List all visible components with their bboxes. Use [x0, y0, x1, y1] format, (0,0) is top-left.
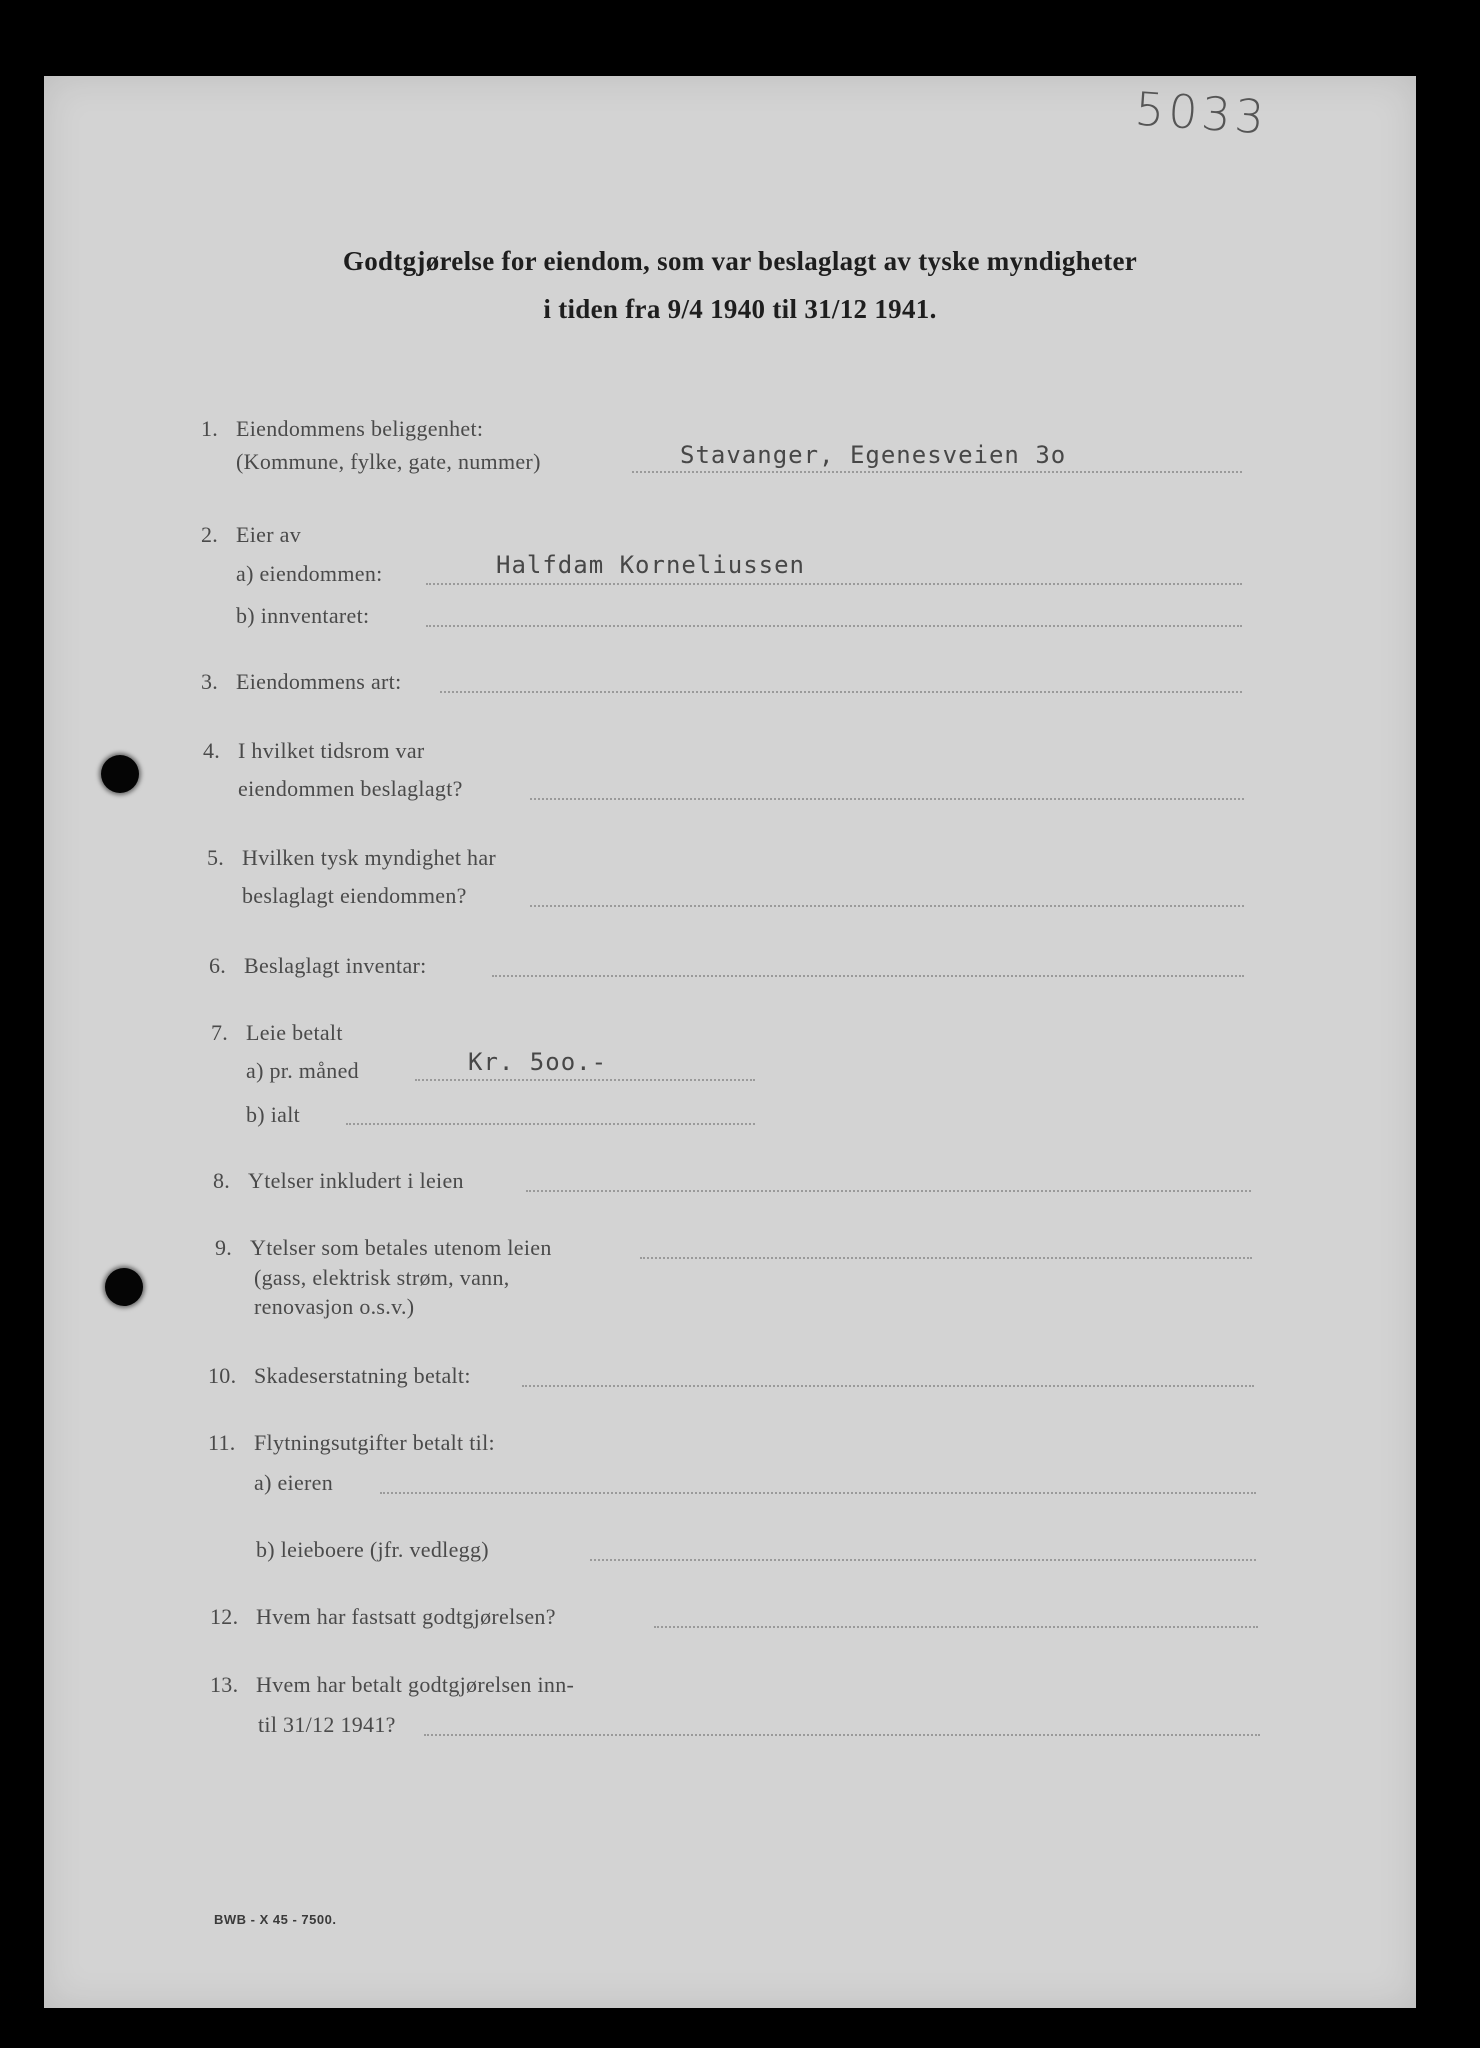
item-9-sublabel-2: renovasjon o.s.v.): [254, 1294, 415, 1319]
item-13-label: Hvem har betalt godtgjørelsen inn-: [256, 1672, 575, 1697]
punch-hole-lower: [105, 1268, 143, 1306]
item-7-number: 7.: [211, 1020, 229, 1045]
item-2-number: 2.: [201, 522, 219, 547]
item-9-answer-line: [640, 1257, 1252, 1259]
item-11b-answer-line: [590, 1559, 1256, 1561]
item-13-sublabel: til 31/12 1941?: [258, 1712, 396, 1737]
item-9-sublabel-1: (gass, elektrisk strøm, vann,: [254, 1265, 510, 1290]
item-6-answer-line: [492, 975, 1244, 977]
item-10-label: Skadeserstatning betalt:: [254, 1363, 471, 1388]
item-11-label: Flytningsutgifter betalt til:: [254, 1430, 495, 1455]
item-5-number: 5.: [207, 845, 225, 870]
item-3-number: 3.: [201, 669, 219, 694]
item-1-number: 1.: [201, 416, 219, 441]
item-8-label: Ytelser inkludert i leien: [248, 1168, 464, 1193]
item-5-sublabel: beslaglagt eiendommen?: [242, 883, 467, 908]
punch-hole-upper: [101, 755, 139, 793]
item-1-answer: Stavanger, Egenesveien 3o: [680, 441, 1067, 469]
item-7-label: Leie betalt: [246, 1020, 343, 1045]
item-2a-answer-line: [426, 583, 1242, 585]
item-4-number: 4.: [203, 738, 221, 763]
item-11-number: 11.: [208, 1430, 236, 1455]
item-2a-answer: Halfdam Korneliussen: [496, 551, 805, 579]
item-8-number: 8.: [213, 1168, 231, 1193]
item-7a-answer: Kr. 5oo.-: [468, 1048, 608, 1076]
item-6-label: Beslaglagt inventar:: [244, 953, 427, 978]
item-12-number: 12.: [210, 1604, 239, 1629]
item-5-label: Hvilken tysk myndighet har: [242, 845, 497, 870]
item-13-answer-line: [424, 1734, 1260, 1736]
archive-number: 5033: [1133, 81, 1270, 145]
item-8-answer-line: [526, 1190, 1251, 1192]
item-11a-label: a) eieren: [254, 1470, 334, 1495]
item-12-answer-line: [654, 1626, 1258, 1628]
form-title-line2: i tiden fra 9/4 1940 til 31/12 1941.: [543, 294, 937, 324]
item-11b-label: b) leieboere (jfr. vedlegg): [256, 1537, 489, 1562]
item-11a-answer-line: [380, 1492, 1256, 1494]
item-10-number: 10.: [208, 1363, 237, 1388]
item-7b-answer-line: [346, 1123, 755, 1125]
item-1-answer-line: [632, 471, 1242, 473]
item-4-label: I hvilket tidsrom var: [238, 738, 425, 763]
item-7a-answer-line: [415, 1079, 755, 1081]
form-title-line1: Godtgjørelse for eiendom, som var beslaglagt av tyske myndigheter: [342, 246, 1138, 276]
item-7a-label: a) pr. måned: [246, 1058, 359, 1083]
item-2a-label: a) eiendommen:: [236, 561, 383, 586]
item-2-label: Eier av: [236, 522, 302, 547]
item-9-label: Ytelser som betales utenom leien: [250, 1235, 552, 1260]
item-2b-answer-line: [426, 625, 1242, 627]
item-10-answer-line: [522, 1385, 1254, 1387]
item-9-number: 9.: [215, 1235, 233, 1260]
print-code: BWB - X 45 - 7500.: [214, 1912, 337, 1927]
item-3-label: Eiendommens art:: [236, 669, 402, 694]
item-7b-label: b) ialt: [246, 1102, 301, 1127]
item-13-number: 13.: [210, 1672, 239, 1697]
item-4-answer-line: [530, 798, 1244, 800]
item-1-label: Eiendommens beliggenhet:: [236, 416, 484, 441]
item-12-label: Hvem har fastsatt godtgjørelsen?: [256, 1604, 556, 1629]
item-2b-label: b) innventaret:: [236, 603, 370, 628]
item-3-answer-line: [440, 691, 1242, 693]
item-6-number: 6.: [209, 953, 227, 978]
item-1-sublabel: (Kommune, fylke, gate, nummer): [236, 449, 541, 474]
item-5-answer-line: [530, 905, 1244, 907]
item-4-sublabel: eiendommen beslaglagt?: [238, 776, 463, 801]
